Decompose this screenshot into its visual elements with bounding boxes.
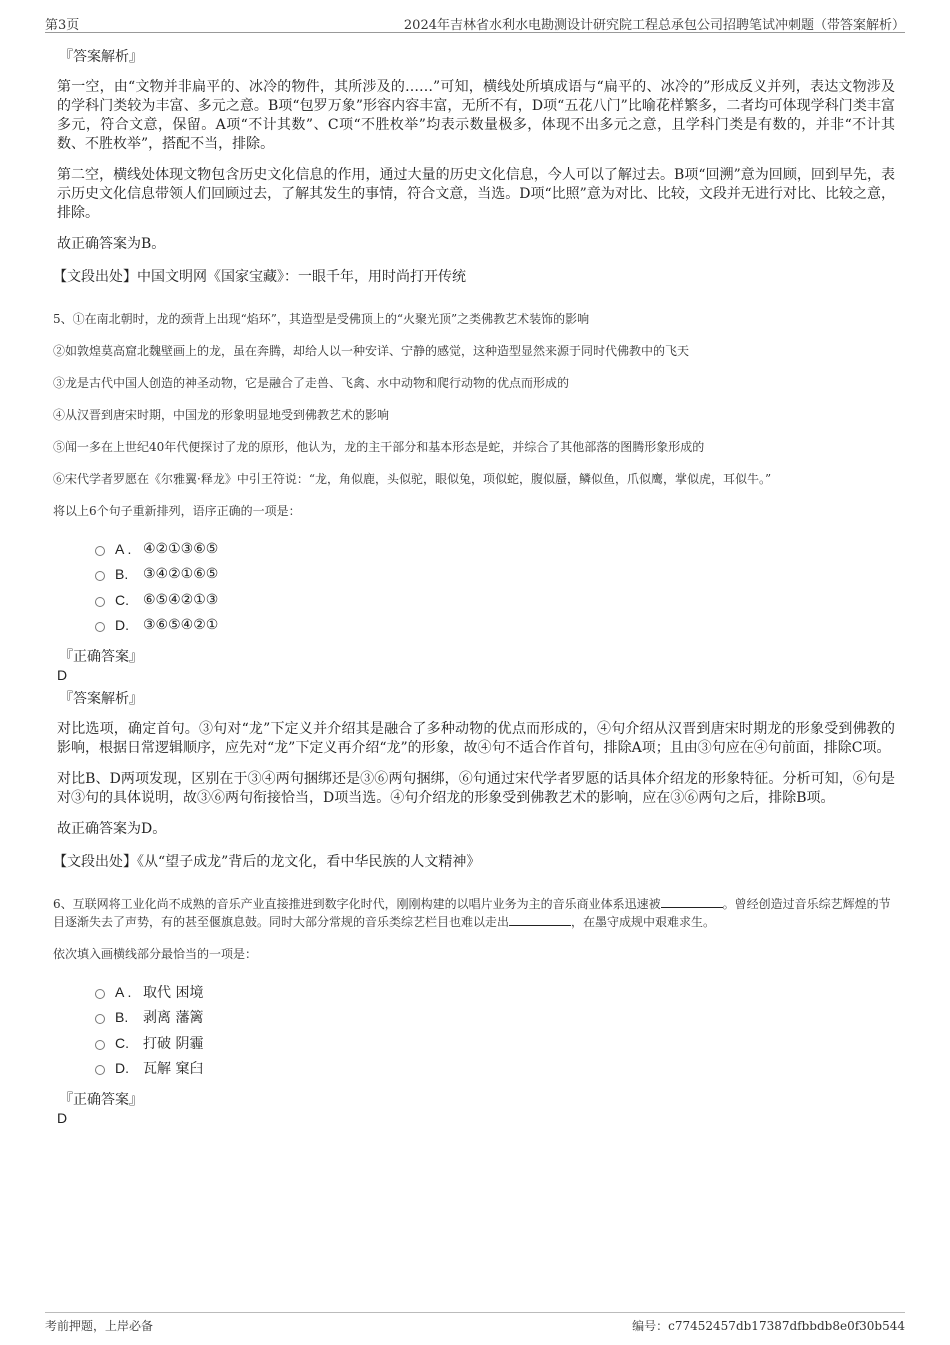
option-text: 瓦解 窠臼 bbox=[143, 1061, 204, 1078]
stem-text: 。曾经创造过音乐综艺辉煌的节目逐渐失去了声势，有的甚至偃旗息鼓。同时大部分常规的音乐类综艺栏目也难以走出 bbox=[53, 897, 891, 929]
option-b[interactable] bbox=[95, 562, 895, 588]
analysis-conclusion: 故正确答案为D。 bbox=[57, 821, 167, 837]
passage-source: 【文段出处】《从“望子成龙”背后的龙文化，看中华民族的人文精神》 bbox=[53, 854, 481, 870]
option-a[interactable] bbox=[95, 979, 895, 1005]
radio-icon[interactable] bbox=[95, 571, 105, 581]
analysis-label: 『答案解析』 bbox=[59, 691, 143, 707]
question-5 bbox=[53, 310, 895, 871]
question-line: 5、①在南北朝时，龙的颈背上出现“焰环”，其造型是受佛顶上的“火聚光顶”之类佛教艺术装饰的影响 bbox=[53, 312, 590, 326]
analysis-paragraph: 对比B、D两项发现，区别在于③④两句捆绑还是③⑥两句捆绑，⑥句通过宋代学者罗愿的话具体介绍龙的形象特征。分析可知，⑥句是对③句的具体说明，故③⑥两句衔接恰当，D项当选。④句介绍龙的形象受到佛教艺术的影响，应在③⑥两句之后，排除B项。 bbox=[57, 771, 895, 806]
option-text: 打破 阴霾 bbox=[143, 1035, 204, 1052]
option-c[interactable] bbox=[95, 1030, 895, 1056]
analysis-paragraph: 第二空，横线处体现文物包含历史文化信息的作用，通过大量的历史文化信息，今人可以了解过去。B项“回溯”意为回顾，回到早先，表示历史文化信息带领人们回顾过去，了解其发生的事情，符合文意，当选。D项“比照”意为对比、比较，文段并无进行对比、比较之意，排除。 bbox=[57, 167, 895, 221]
option-text: ⑥⑤④②①③ bbox=[143, 591, 219, 608]
option-text: ③④②①⑥⑤ bbox=[143, 566, 219, 583]
radio-icon[interactable] bbox=[95, 622, 105, 632]
option-c[interactable] bbox=[95, 587, 895, 613]
option-d[interactable] bbox=[95, 613, 895, 639]
question-line: ⑥宋代学者罗愿在《尔雅翼·释龙》中引王符说：“龙，角似鹿，头似驼，眼似兔，项似蛇，腹似蜃，鳞似鱼，爪似鹰，掌似虎，耳似牛。” bbox=[53, 472, 772, 486]
document-id: 编号：c77452457db17387dfbbdb8e0f30b544 bbox=[632, 1319, 905, 1333]
radio-icon[interactable] bbox=[95, 1014, 105, 1024]
question-line: ④从汉晋到唐宋时期，中国龙的形象明显地受到佛教艺术的影响 bbox=[53, 408, 390, 422]
question-line: ⑤闻一多在上世纪40年代便探讨了龙的原形，他认为，龙的主干部分和基本形态是蛇，并综合了其他部落的图腾形象形成的 bbox=[53, 440, 705, 454]
analysis-paragraph: 第一空，由“文物并非扁平的、冰冷的物件，其所涉及的……”可知，横线处所填成语与“扁平的、冰冷的”形成反义并列，表达文物涉及的学科门类较为丰富、多元之意。B项“包罗万象”形容内容丰富，无所不有，D项“五花八门”比喻花样繁多，二者均可体现学科门类丰富多元，符合文意，保留。A项“不计其数”、C项“不胜枚举”均表示数量极多，体现不出多元之意，且学科门类是有数的，并非“不计其数、不胜枚举”，搭配不当，排除。 bbox=[57, 79, 895, 152]
correct-answer-label: 『正确答案』 bbox=[59, 649, 143, 665]
analysis-paragraph: 对比选项，确定首句。③句对“龙”下定义并介绍其是融合了多种动物的优点而形成的，④句介绍从汉晋到唐宋时期龙的形象受到佛教的影响，根据日常逻辑顺序，应先对“龙”下定义再介绍“龙”的形象，故④句不适合作首句，排除A项；且由③句应在④句前面，排除C项。 bbox=[57, 721, 895, 756]
analysis-label: 『答案解析』 bbox=[59, 49, 143, 65]
document-title: 2024年吉林省水利水电勘测设计研究院工程总承包公司招聘笔试冲刺题（带答案解析） bbox=[403, 18, 905, 33]
answer-options bbox=[95, 536, 895, 638]
page-content bbox=[53, 46, 895, 1131]
question-6 bbox=[53, 895, 895, 1127]
radio-icon[interactable] bbox=[95, 989, 105, 999]
option-text: 取代 困境 bbox=[143, 984, 204, 1001]
radio-icon[interactable] bbox=[95, 1040, 105, 1050]
footer-slogan: 考前押题，上岸必备 bbox=[45, 1319, 154, 1333]
answer-options bbox=[95, 979, 895, 1081]
option-text: 剥离 藩篱 bbox=[143, 1010, 204, 1027]
stem-text: ，在墨守成规中艰难求生。 bbox=[571, 915, 716, 929]
page-footer bbox=[45, 1312, 905, 1333]
page-header bbox=[45, 12, 905, 33]
option-text: ③⑥⑤④②① bbox=[143, 617, 219, 634]
radio-icon[interactable] bbox=[95, 597, 105, 607]
analysis-conclusion: 故正确答案为B。 bbox=[57, 236, 166, 252]
option-letter: A . bbox=[115, 983, 132, 1000]
question-prompt: 将以上6个句子重新排列，语序正确的一项是： bbox=[53, 504, 301, 518]
radio-icon[interactable] bbox=[95, 1065, 105, 1075]
fill-blank bbox=[661, 895, 723, 908]
option-letter: C. bbox=[115, 1034, 129, 1051]
passage-source: 【文段出处】中国文明网《国家宝藏》：一眼千年，用时尚打开传统 bbox=[53, 269, 466, 285]
option-letter: D. bbox=[115, 1060, 129, 1077]
question-line: ②如敦煌莫高窟北魏壁画上的龙，虽在奔腾，却给人以一种安详、宁静的感觉，这种造型显然来源于同时代佛教中的飞天 bbox=[53, 344, 690, 358]
page-number: 第3页 bbox=[45, 18, 80, 33]
option-a[interactable] bbox=[95, 536, 895, 562]
correct-answer: D bbox=[57, 1110, 68, 1126]
question-stem bbox=[53, 895, 895, 931]
correct-answer: D bbox=[57, 667, 68, 683]
option-letter: B. bbox=[115, 1009, 129, 1026]
option-letter: D. bbox=[115, 617, 129, 634]
option-b[interactable] bbox=[95, 1005, 895, 1031]
option-letter: B. bbox=[115, 566, 129, 583]
option-text: ④②①③⑥⑤ bbox=[143, 540, 219, 557]
option-letter: A . bbox=[115, 540, 132, 557]
question-line: ③龙是古代中国人创造的神圣动物，它是融合了走兽、飞禽、水中动物和爬行动物的优点而形成的 bbox=[53, 376, 570, 390]
fill-blank bbox=[509, 913, 571, 926]
option-letter: C. bbox=[115, 591, 129, 608]
option-d[interactable] bbox=[95, 1056, 895, 1082]
correct-answer-label: 『正确答案』 bbox=[59, 1092, 143, 1108]
question-prompt: 依次填入画横线部分最恰当的一项是： bbox=[53, 947, 258, 961]
radio-icon[interactable] bbox=[95, 546, 105, 556]
stem-text: 6、互联网将工业化尚不成熟的音乐产业直接推进到数字化时代，刚刚构建的以唱片业务为主的音乐商业体系迅速被 bbox=[53, 897, 661, 911]
